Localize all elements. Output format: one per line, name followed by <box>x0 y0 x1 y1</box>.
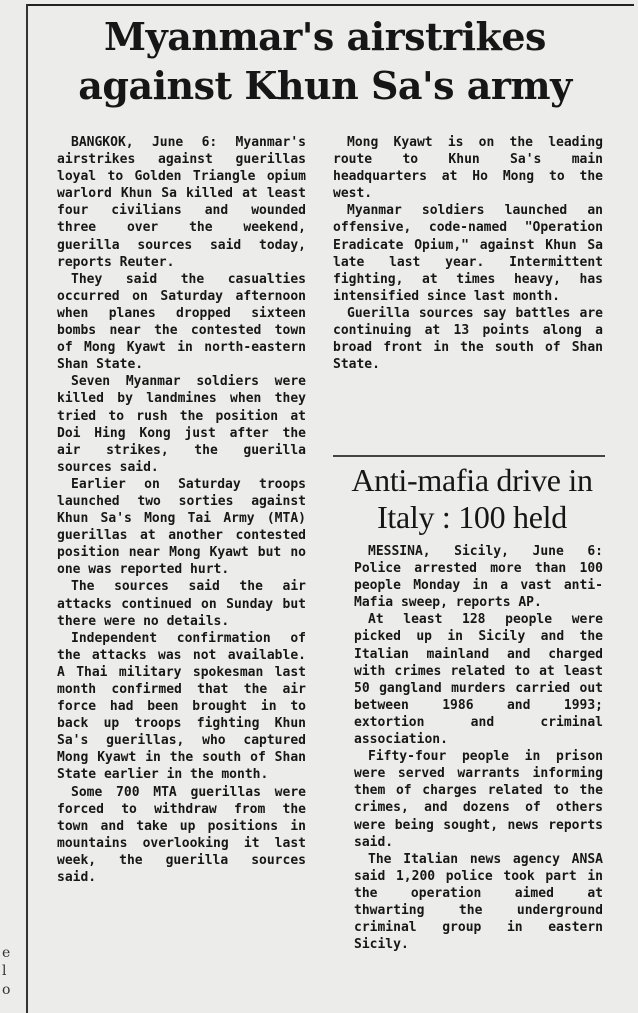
article-paragraph: Guerilla sources say battles are continuing at 13 points along a broad front in the south of Shan State. <box>333 305 603 373</box>
article-paragraph: Some 700 MTA guerillas were forced to withdraw from the town and take up positions in mountains overlooking it last week, the guerilla sources said. <box>57 784 306 886</box>
margin-fragment: l <box>2 963 7 979</box>
article-paragraph: Fifty-four people in prison were served warrants informing them of charges related to the crimes, and dozens of others were being sought, news reports said. <box>354 749 603 850</box>
margin-fragment: e <box>2 945 11 961</box>
left-column-rule <box>26 4 28 1013</box>
article-paragraph: BANGKOK, June 6: Myanmar's airstrikes against guerillas loyal to Golden Triangle opium warlord Khun Sa killed at least four civilians and wounded three over the weekend, guerilla sources said today, reports Reuter. <box>57 135 306 270</box>
second-headline: Anti-mafia drive in Italy : 100 held <box>351 462 593 535</box>
article-paragraph: Myanmar soldiers launched an offensive, code-named "Operation Eradicate Opium," against Khun Sa late last year. Intermittent fighting, at times heavy, has intensified since last month. <box>333 203 603 304</box>
article-paragraph: At least 128 people were picked up in Sicily and the Italian mainland and charged with crimes related to at least 50 gangland murders carried out between 1986 and 1993; extortion and criminal association. <box>354 612 603 748</box>
second-article-column <box>354 543 603 953</box>
article-paragraph: Independent confirmation of the attacks was not available. A Thai military spokesman last month confirmed that the air force had been brought in to back up troops fighting Khun Sa's guerillas, who captured Mong Kyawt in the south of Shan State earlier in the month. <box>57 630 306 783</box>
main-headline: Myanmar's airstrikes against Khun Sa's army <box>78 14 572 108</box>
main-article-column-2 <box>333 134 603 373</box>
article-paragraph: Seven Myanmar soldiers were killed by landmines when they tried to rush the position at Doi Hing Kong just after the air strikes, the guerilla sources said. <box>57 374 306 475</box>
article-paragraph: The Italian news agency ANSA said 1,200 police took part in the operation aimed at thwarting the underground criminal group in eastern Sicily. <box>354 851 603 953</box>
article-paragraph: Earlier on Saturday troops launched two sorties against Khun Sa's Mong Tai Army (MTA) guerillas at another contested position near Mong Kyawt but no one was reported hurt. <box>57 476 306 578</box>
margin-fragment: o <box>2 982 11 998</box>
article-paragraph: They said the casualties occurred on Saturday afternoon when planes dropped sixteen bombs near the contested town of Mong Kyawt in north-eastern Shan State. <box>57 271 306 373</box>
article-paragraph: MESSINA, Sicily, June 6: Police arrested more than 100 people Monday in a vast anti-Mafia sweep, reports AP. <box>354 544 603 611</box>
article-divider <box>333 455 605 457</box>
top-rule <box>26 4 634 6</box>
main-article-column-1 <box>57 134 306 886</box>
article-paragraph: Mong Kyawt is on the leading route to Khun Sa's main headquarters at Ho Mong to the west. <box>333 135 603 202</box>
article-paragraph: The sources said the air attacks continued on Sunday but there were no details. <box>57 579 306 629</box>
